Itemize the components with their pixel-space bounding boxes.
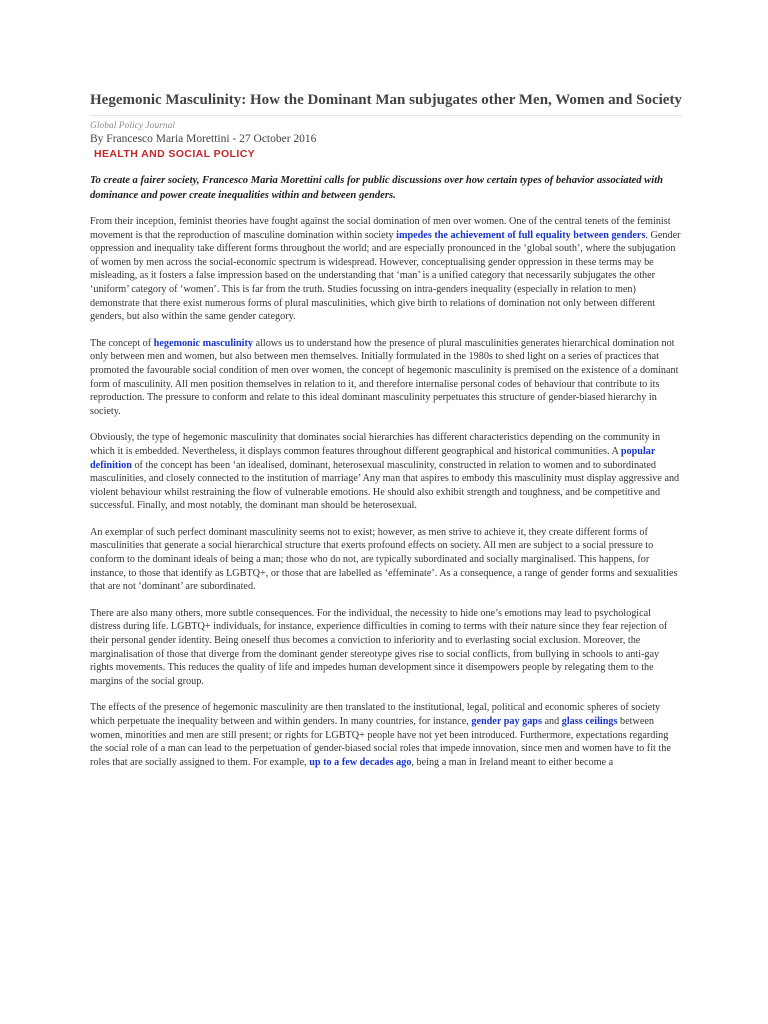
link-few-decades-ago[interactable]: up to a few decades ago (309, 756, 412, 768)
article-title: Hegemonic Masculinity: How the Dominant Man subjugates other Men, Women and Society (90, 92, 682, 108)
article (90, 92, 682, 782)
link-popular-definition[interactable]: popular definition (90, 445, 656, 471)
paragraph-text: of the concept has been ‘an idealised, dominant, heterosexual masculinity, constructed in relation to women and to subordinated masculinities, and closely connected to the institution of marriage’ Any man that aspires to embody this masculinity must display aggressive and violent behaviour whilst restraining the flow of vulnerable emotions. He should also exhibit strength and toughness, and be competitive and successful. Finally, and most notably, the dominant man should be heterosexual. (90, 459, 680, 512)
paragraph-6 (90, 701, 682, 769)
section-label[interactable]: HEALTH AND SOCIAL POLICY (94, 148, 256, 160)
link-glass-ceilings[interactable]: glass ceilings (561, 716, 618, 727)
paragraph-text: allows us to understand how the presence of plural masculinities generates hierarchical domination not only between men and women, but also between men themselves. Initially formulated in the 1980s to shed light on a series of practices that promoted the favourable social condition of men over women, the concept of hegemonic masculinity is premised on the existence of a dominant form of masculinity. All men position themselves in relation to it, and therefore internalise personal codes of behaviour that contribute to its reproduction. The pressure to conform and relate to this ideal dominant masculinity perpetuates this structure of gender-biased hierarchy in society. (90, 337, 679, 417)
link-full-equality[interactable]: impedes the achievement of full equality between genders (396, 229, 646, 241)
paragraph-text: Obviously, the type of hegemonic masculinity that dominates social hierarchies has different characteristics depending on the community in which it is embedded. Nevertheless, it displays common features throughout different geographical and historical communities. A (90, 432, 661, 457)
paragraph-text: and (541, 716, 562, 727)
paragraph-text: . Gender oppression and inequality take different forms throughout the world; and are especially pronounced in the ‘global south’, where the subjugation of women by men across the social-economic spectrum is widespread. However, conceptualising gender oppression in these terms may be misleading, as it fosters a false impression based on the understanding that ‘man’ is a unified category that necessarily subjugates the other ‘uniform’ category of ‘women’. This is far from the truth. Studies focussing on intra-genders inequality (especially in relation to men) demonstrate that there exist numerous forms of plural masculinities, which give birth to relations of domination not only between different genders, but also within the same gender category. (90, 229, 681, 323)
journal-name[interactable]: Global Policy Journal (90, 121, 175, 131)
article-lead: To create a fairer society, Francesco Maria Morettini calls for public discussions over how certain types of behavior associated with dominance and power create inequalities within and between genders. (90, 175, 664, 201)
byline: By Francesco Maria Morettini - 27 October 2016 (90, 133, 317, 145)
paragraph-3 (90, 431, 682, 513)
paragraph-text: The effects of the presence of hegemonic masculinity are then translated to the institutional, legal, political and economic spheres of society which perpetuate the inequality between and within genders. In many countries, for instance, (90, 702, 661, 727)
paragraph-5: There are also many others, more subtle consequences. For the individual, the necessity to hide one’s emotions may lead to psychological distress during life. LGBTQ+ individuals, for instance, experience difficulties in coming to terms with their nature since they fear rejection of their personal gender identity. Being oneself thus becomes a conviction to inferiority and to everlasting social exclusion. Moreover, the marginalisation of those that diverge from the dominant gender stereotype gives rise to social conflicts, from bullying in schools to anti-gay rights movements. This reduces the quality of life and impedes human development since it disempowers people by relegating them to the margins of the social group. (90, 607, 668, 687)
title-divider (90, 115, 682, 116)
paragraph-text: The concept of (90, 337, 154, 349)
paragraph-text: between women, minorities and men are still present; or rights for LGBTQ+ people have not yet been introduced. Furthermore, expectations regarding the social role of a man can lead to the perpetuation of gender-biased social roles that impede innovation, since men and women have to fit the roles that are socially assigned to them. For example, (90, 716, 671, 768)
paragraph-2 (90, 337, 682, 419)
paragraph-text: From their inception, feminist theories have fought against the social domination of men over women. One of the central tenets of the feminist movement is that the reproduction of masculine domination within society (90, 216, 671, 241)
link-hegemonic-masculinity[interactable]: hegemonic masculinity (153, 337, 253, 349)
link-gender-pay-gaps[interactable]: gender pay gaps (471, 716, 542, 727)
paragraph-text: , being a man in Ireland meant to either become a (411, 756, 614, 768)
paragraph-1 (90, 215, 682, 324)
paragraph-4: An exemplar of such perfect dominant masculinity seems not to exist; however, as men strive to achieve it, they create different forms of masculinities that generate a social hierarchical structure that exerts profound effects on society. All men are subject to a social pressure to conform to the dominant ideals of being a man; those who do not, are typically subordinated and socially marginalised. This happens, for instance, to those that identify as LGBTQ+, or those that are labelled as ‘effeminate’. As a consequence, a range of gender forms and sexualities that are not ‘dominant’ are subordinated. (90, 526, 678, 593)
